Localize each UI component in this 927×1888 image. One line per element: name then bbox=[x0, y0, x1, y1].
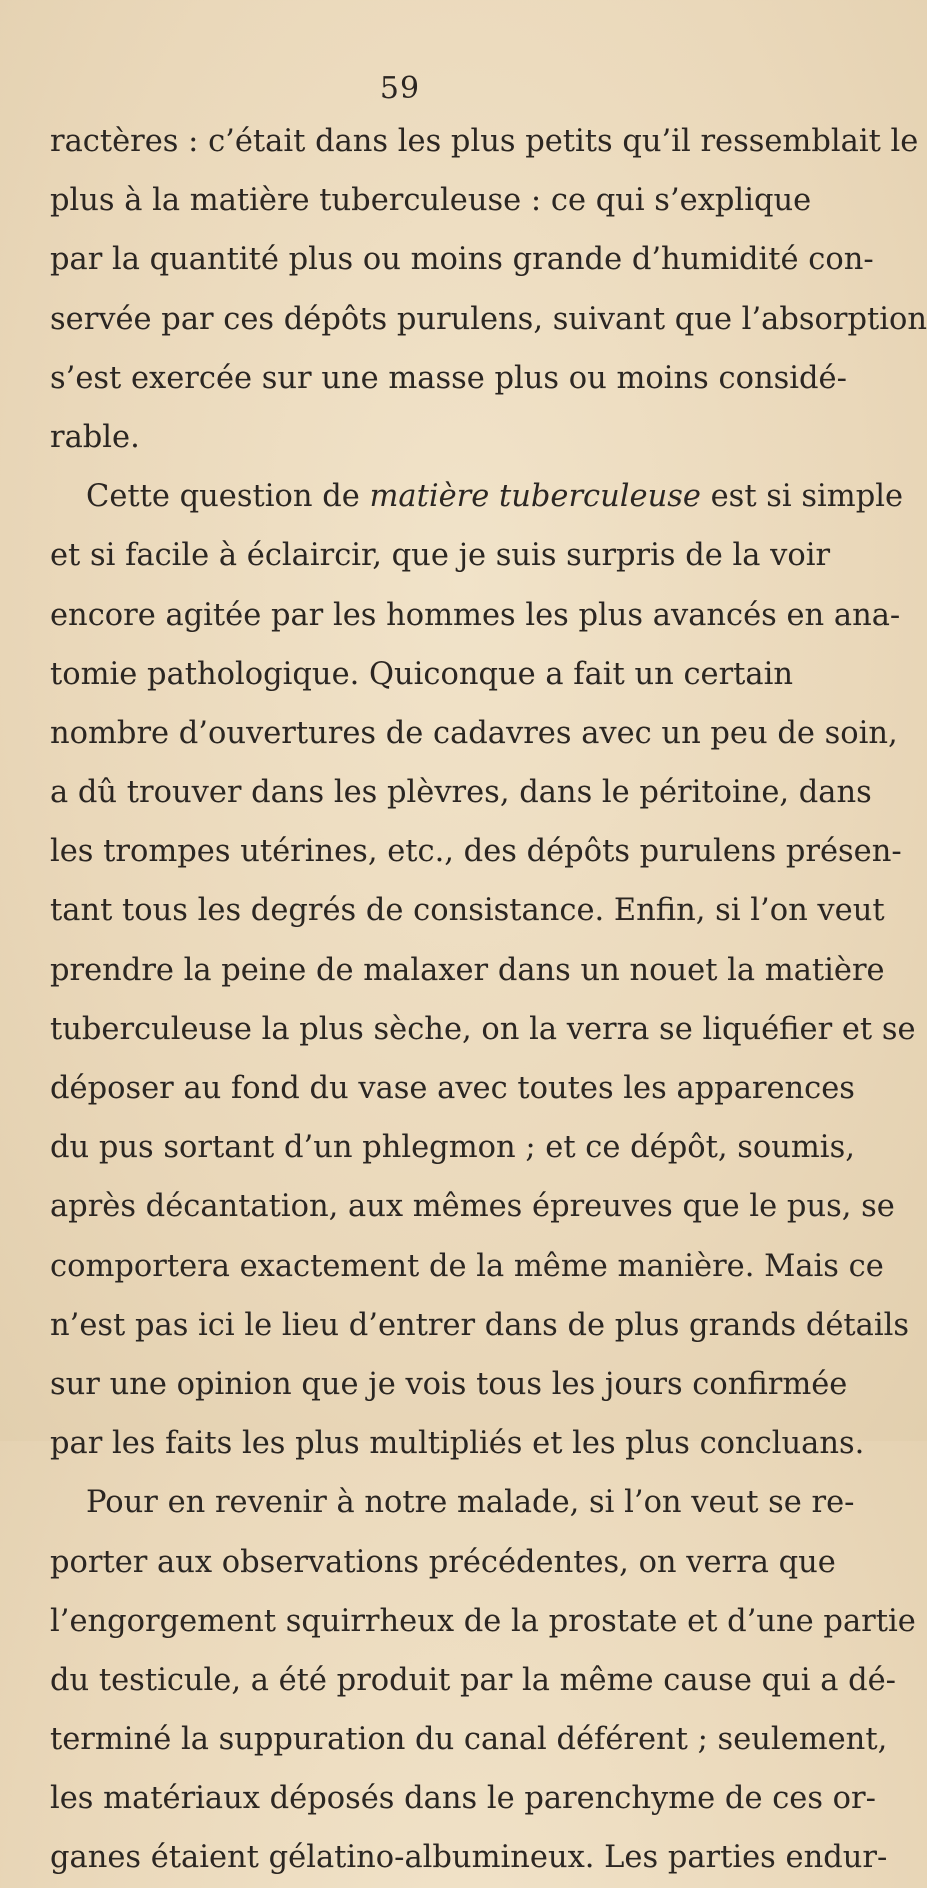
text-line: a dû trouver dans les plèvres, dans le péritoine, dans bbox=[50, 775, 872, 811]
text-line: nombre d’ouvertures de cadavres avec un peu de soin, bbox=[50, 715, 898, 751]
text-line: prendre la peine de malaxer dans un nouet la matière bbox=[50, 952, 885, 988]
text-line: et si facile à éclaircir, que je suis surpris de la voir bbox=[50, 538, 831, 574]
text-segment: Cette question de bbox=[86, 479, 370, 515]
text-line: encore agitée par les hommes les plus avancés en ana- bbox=[50, 597, 901, 633]
text-line: n’est pas ici le lieu d’entrer dans de plus grands détails bbox=[50, 1307, 910, 1343]
text-line: plus à la matière tuberculeuse : ce qui s’explique bbox=[50, 183, 812, 219]
text-line: comportera exactement de la même manière. Mais ce bbox=[50, 1248, 884, 1284]
text-line: porter aux observations précédentes, on verra que bbox=[50, 1544, 836, 1580]
text-line: par la quantité plus ou moins grande d’humidité con- bbox=[50, 242, 874, 278]
text-line: les trompes utérines, etc., des dépôts purulens présen- bbox=[50, 834, 902, 870]
text-line: ganes étaient gélatino-albumineux. Les parties endur- bbox=[50, 1840, 888, 1876]
text-line: par les faits les plus multipliés et les plus concluans. bbox=[50, 1426, 865, 1462]
text-line: tomie pathologique. Quiconque a fait un certain bbox=[50, 656, 794, 692]
page-number: 59 bbox=[379, 71, 421, 106]
text-line: ractères : c’était dans les plus petits qu’il ressemblait le bbox=[50, 124, 919, 159]
text-line: les matériaux déposés dans le parenchyme de ces or- bbox=[50, 1781, 876, 1817]
text-line: servée par ces dépôts purulens, suivant que l’absorption bbox=[50, 301, 927, 337]
text-line: tant tous les degrés de consistance. Enfin, si l’on veut bbox=[50, 893, 885, 929]
text-line: du testicule, a été produit par la même cause qui a dé- bbox=[50, 1662, 896, 1698]
text-line: après décantation, aux mêmes épreuves que le pus, se bbox=[50, 1189, 895, 1225]
text-line: Pour en revenir à notre malade, si l’on veut se re- bbox=[86, 1485, 855, 1521]
text-line: sur une opinion que je vois tous les jours confirmée bbox=[50, 1366, 848, 1402]
text-line: du pus sortant d’un phlegmon ; et ce dépôt, soumis, bbox=[50, 1130, 855, 1166]
text-line: s’est exercée sur une masse plus ou moins considé- bbox=[50, 360, 847, 396]
text-segment: est si simple bbox=[700, 479, 904, 515]
text-line: déposer au fond du vase avec toutes les apparences bbox=[50, 1071, 855, 1106]
text-line bbox=[50, 467, 904, 526]
text-line: terminé la suppuration du canal déférent ; seulement, bbox=[50, 1722, 888, 1758]
text-line: l’engorgement squirrheux de la prostate et d’une partie bbox=[50, 1603, 916, 1639]
body-text bbox=[50, 112, 927, 1888]
text-line: tuberculeuse la plus sèche, on la verra se liquéfier et se bbox=[50, 1011, 916, 1047]
text-line: rable. bbox=[50, 419, 140, 455]
italic-term: matière tuberculeuse bbox=[369, 479, 701, 515]
